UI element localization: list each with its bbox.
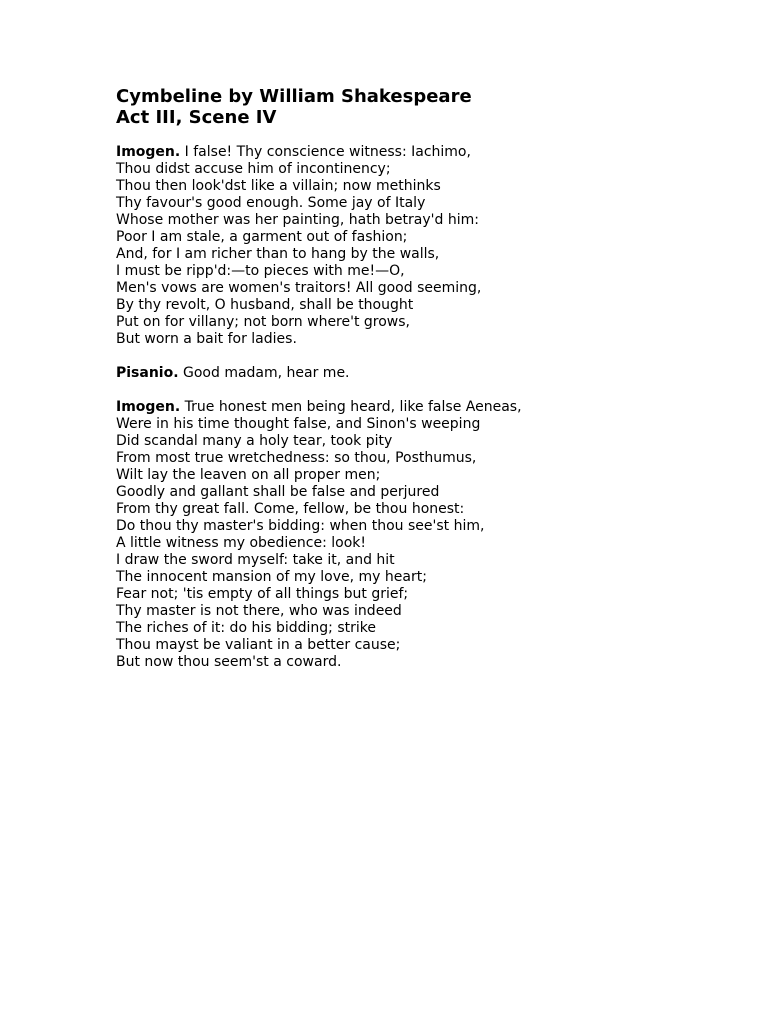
speech-pisanio bbox=[116, 365, 736, 382]
speech-line: And, for I am richer than to hang by the walls, bbox=[116, 246, 440, 262]
speech-line: Thou didst accuse him of incontinency; bbox=[116, 161, 391, 177]
speech-line bbox=[116, 144, 736, 161]
speech-line bbox=[116, 399, 736, 416]
speaker-name: Pisanio. bbox=[116, 365, 179, 381]
document-title bbox=[116, 86, 736, 128]
speech-line: By thy revolt, O husband, shall be thought bbox=[116, 297, 414, 313]
speech-line: The riches of it: do his bidding; strike bbox=[116, 620, 376, 636]
speech-line: Thy favour's good enough. Some jay of Italy bbox=[116, 195, 426, 211]
document-page bbox=[116, 86, 736, 671]
speech-imogen-1 bbox=[116, 144, 736, 348]
speech-line: A little witness my obedience: look! bbox=[116, 535, 367, 551]
title-line-scene: Act III, Scene IV bbox=[116, 107, 277, 128]
speech-line: Thy master is not there, who was indeed bbox=[116, 603, 402, 619]
speech-line: Do thou thy master's bidding: when thou see'st him, bbox=[116, 518, 485, 534]
speech-line: Men's vows are women's traitors! All good seeming, bbox=[116, 280, 482, 296]
speech-imogen-2 bbox=[116, 399, 736, 671]
speech-line: From most true wretchedness: so thou, Posthumus, bbox=[116, 450, 477, 466]
speech-line: Were in his time thought false, and Sinon's weeping bbox=[116, 416, 481, 432]
speech-line: Thou then look'dst like a villain; now methinks bbox=[116, 178, 441, 194]
speech-line bbox=[116, 365, 736, 382]
speaker-name: Imogen. bbox=[116, 399, 181, 415]
speech-line: Put on for villany; not born where't grows, bbox=[116, 314, 410, 330]
speech-line: I must be ripp'd:—to pieces with me!—O, bbox=[116, 263, 405, 279]
speech-line: But worn a bait for ladies. bbox=[116, 331, 297, 347]
speech-line: Whose mother was her painting, hath betray'd him: bbox=[116, 212, 479, 228]
speech-line: But now thou seem'st a coward. bbox=[116, 654, 342, 670]
line-text: True honest men being heard, like false Aeneas, bbox=[184, 399, 522, 415]
speech-line: Wilt lay the leaven on all proper men; bbox=[116, 467, 381, 483]
speech-line: The innocent mansion of my love, my heart; bbox=[116, 569, 427, 585]
speech-line: Thou mayst be valiant in a better cause; bbox=[116, 637, 401, 653]
speaker-name: Imogen. bbox=[116, 144, 181, 160]
speech-line: Poor I am stale, a garment out of fashion; bbox=[116, 229, 408, 245]
speech-line: Did scandal many a holy tear, took pity bbox=[116, 433, 393, 449]
speech-line: Goodly and gallant shall be false and perjured bbox=[116, 484, 440, 500]
line-text: Good madam, hear me. bbox=[183, 365, 350, 381]
speech-line: I draw the sword myself: take it, and hit bbox=[116, 552, 395, 568]
title-line-play: Cymbeline by William Shakespeare bbox=[116, 86, 472, 107]
speech-line: Fear not; 'tis empty of all things but grief; bbox=[116, 586, 409, 602]
speech-line: From thy great fall. Come, fellow, be thou honest: bbox=[116, 501, 465, 517]
line-text: I false! Thy conscience witness: Iachimo, bbox=[184, 144, 471, 160]
